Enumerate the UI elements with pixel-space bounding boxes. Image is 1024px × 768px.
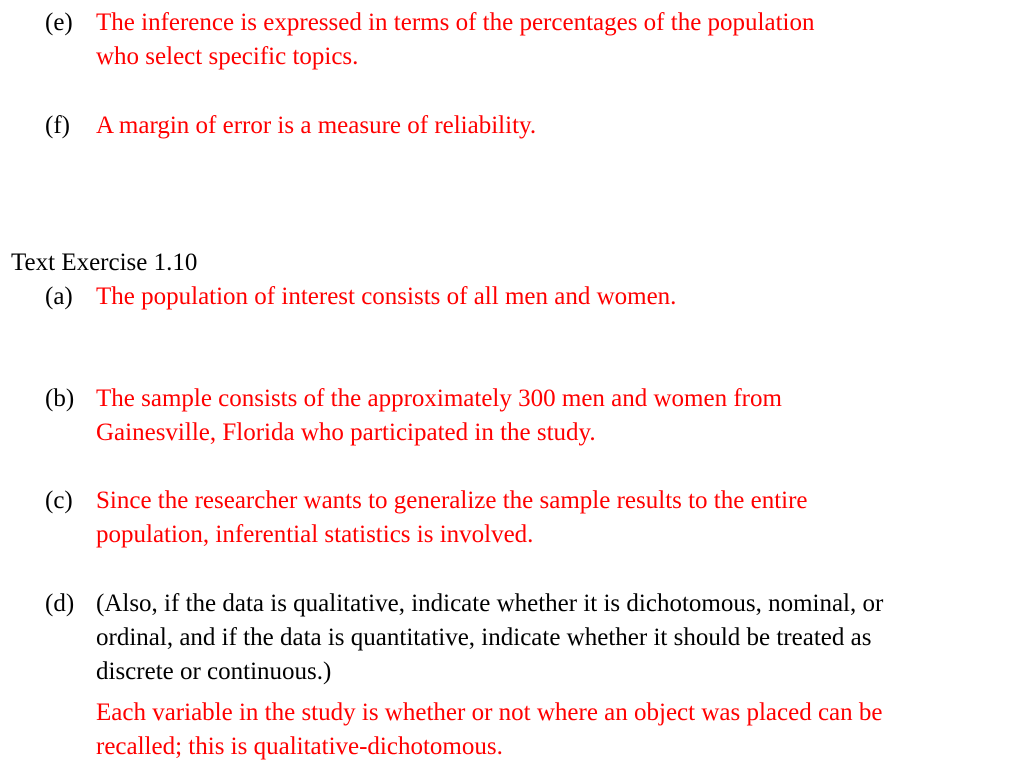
answer-line: The inference is expressed in terms of the percentages of the population [96,9,815,36]
item-label: (d) [45,590,75,617]
answer-line: population, inferential statistics is involved. [96,521,534,548]
answer-line: The sample consists of the approximately 300 men and women from [96,385,782,412]
question-line: discrete or continuous.) [96,658,332,685]
item-label: (e) [45,9,73,36]
question-line: ordinal, and if the data is quantitative, indicate whether it should be treated as [96,624,872,651]
answer-line: recalled; this is qualitative-dichotomous. [96,733,503,760]
answer-line: who select specific topics. [96,43,359,70]
answer-line: Each variable in the study is whether or not where an object was placed can be [96,699,883,726]
answer-line: Since the researcher wants to generalize the sample results to the entire [96,487,808,514]
answer-line: The population of interest consists of all men and women. [96,283,677,310]
item-label: (c) [45,487,73,514]
exercise-heading: Text Exercise 1.10 [11,249,198,276]
question-text [96,587,883,689]
item-label: (f) [45,112,70,139]
item-label: (a) [45,283,73,310]
answer-line: Gainesville, Florida who participated in the study. [96,419,596,446]
item-label: (b) [45,385,75,412]
answer-line: A margin of error is a measure of reliability. [96,112,537,139]
question-line: (Also, if the data is qualitative, indicate whether it is dichotomous, nominal, or [96,590,884,617]
